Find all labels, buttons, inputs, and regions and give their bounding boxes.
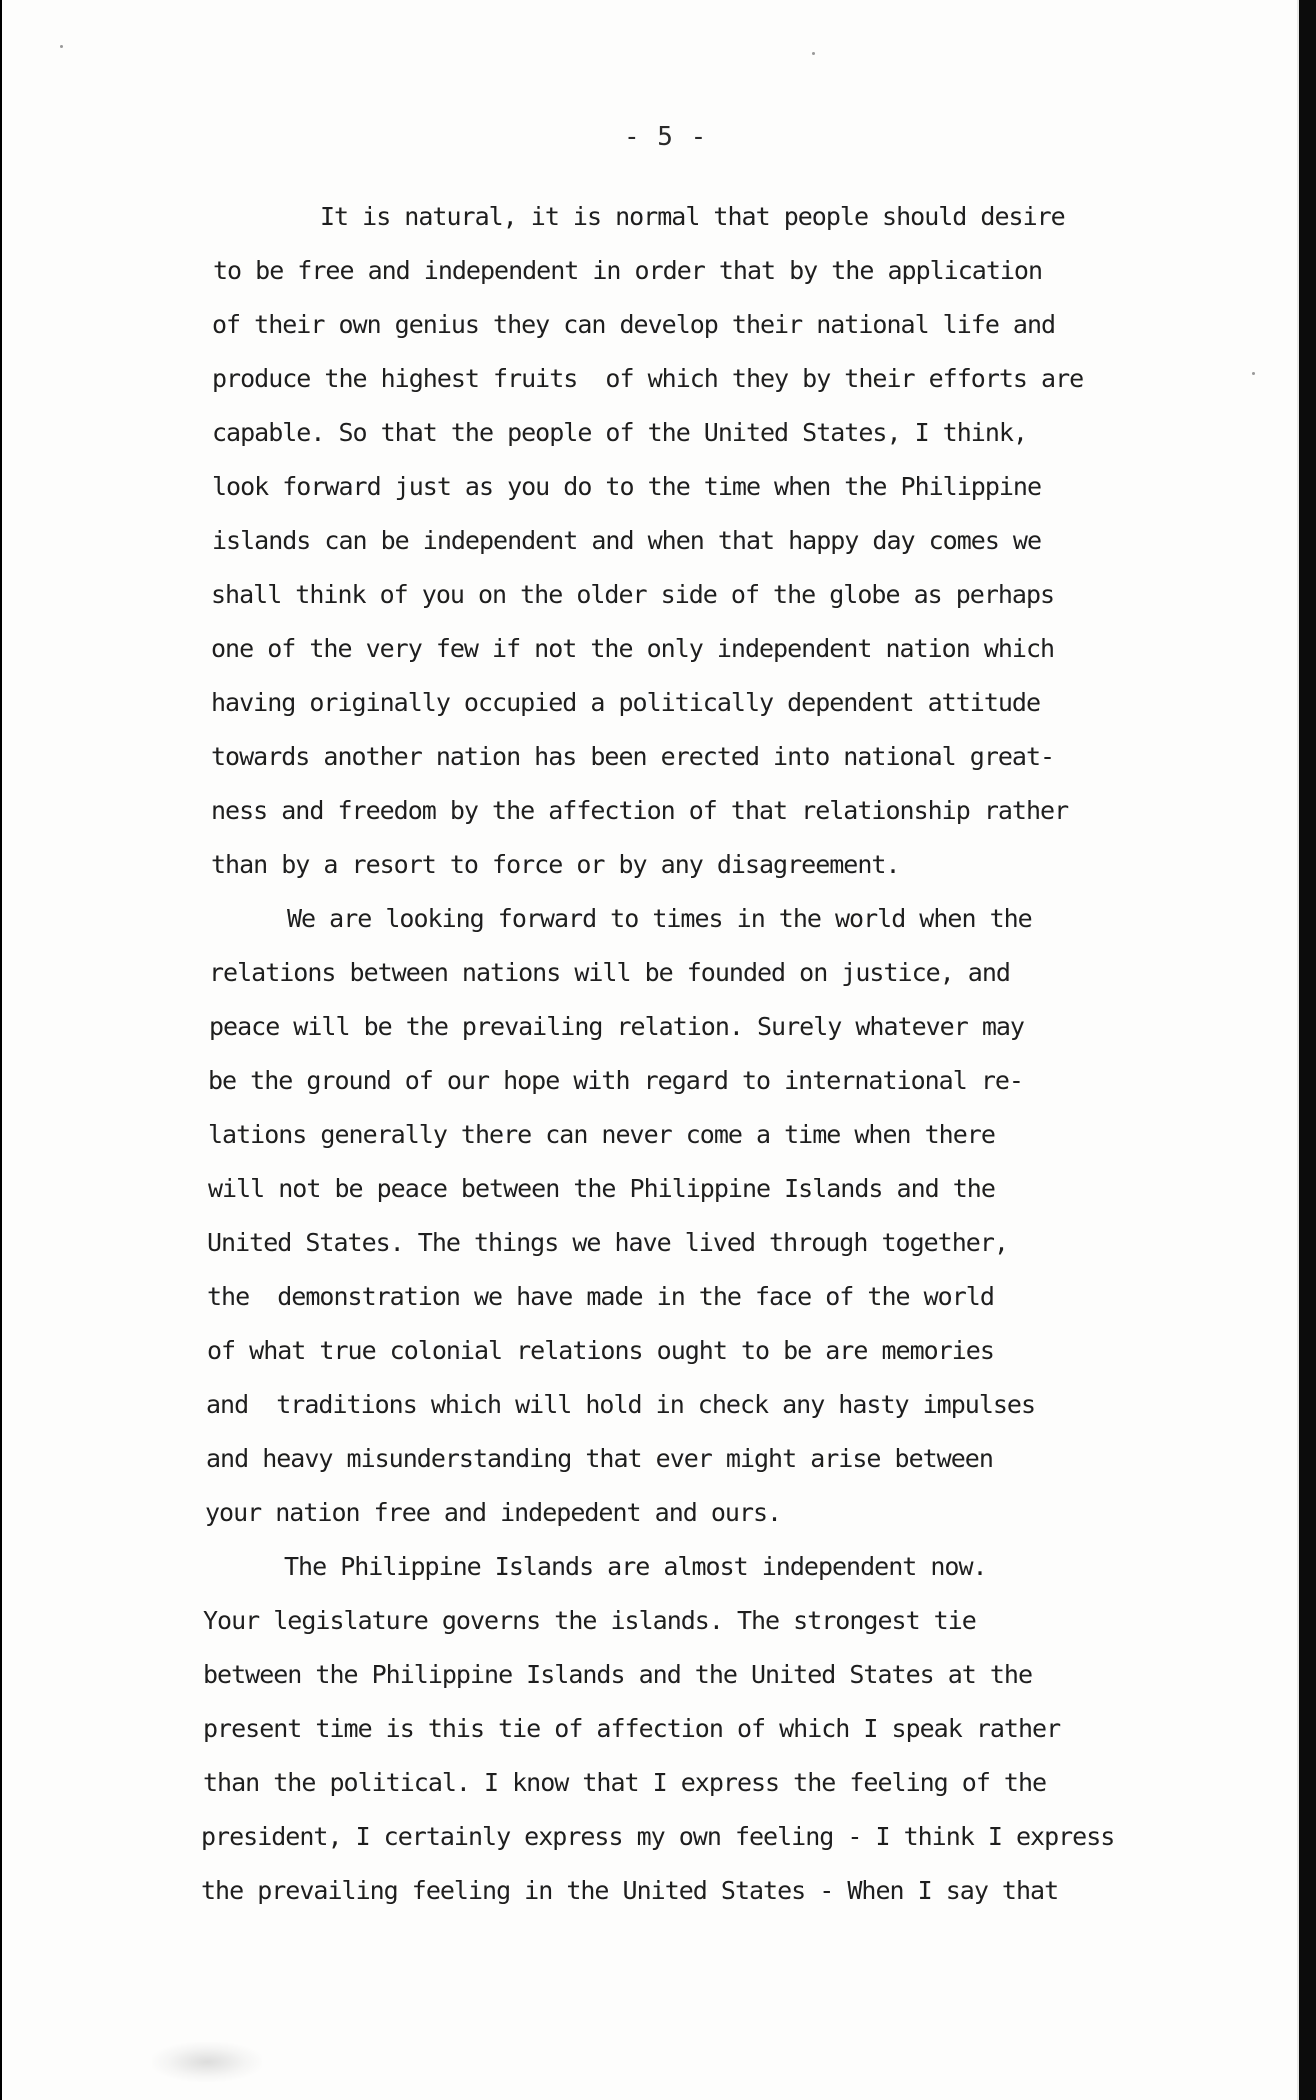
text-line: capable. So that the people of the United States, I think,	[212, 418, 1027, 447]
text-line: produce the highest fruits of which they by their efforts are	[212, 364, 1084, 393]
text-line: ness and freedom by the affection of that relationship rather	[211, 796, 1069, 825]
text-line: than the political. I know that I express the feeling of the	[203, 1768, 1047, 1797]
text-line: of what true colonial relations ought to be are memories	[207, 1336, 994, 1365]
text-line: peace will be the prevailing relation. Surely whatever may	[209, 1012, 1024, 1041]
text-line: look forward just as you do to the time when the Philippine	[212, 472, 1042, 501]
text-line: islands can be independent and when that happy day comes we	[212, 526, 1042, 555]
paper-speck	[1252, 372, 1255, 375]
text-line: and traditions which will hold in check any hasty impulses	[206, 1390, 1036, 1419]
paper-speck	[812, 52, 815, 55]
text-line: We are looking forward to times in the world when the	[287, 904, 1032, 933]
text-line: shall think of you on the older side of the globe as perhaps	[211, 580, 1055, 609]
document-page	[2, 0, 1299, 2100]
page-number: - 5 -	[624, 122, 708, 152]
paper-smudge	[152, 2042, 262, 2082]
text-line: be the ground of our hope with regard to international re-	[208, 1066, 1023, 1095]
text-line: your nation free and indepedent and ours.	[205, 1498, 782, 1527]
scan-border	[1299, 0, 1316, 2100]
text-line: having originally occupied a politically dependent attitude	[211, 688, 1041, 717]
text-line: the demonstration we have made in the face of the world	[207, 1282, 994, 1311]
text-line: United States. The things we have lived through together,	[207, 1228, 1008, 1257]
text-line: one of the very few if not the only independent nation which	[211, 634, 1055, 663]
text-line: than by a resort to force or by any disagreement.	[211, 850, 900, 879]
text-line: The Philippine Islands are almost independent now.	[284, 1552, 987, 1581]
text-line: lations generally there can never come a time when there	[208, 1120, 995, 1149]
text-line: to be free and independent in order that by the application	[213, 256, 1043, 285]
text-line: Your legislature governs the islands. The strongest tie	[203, 1606, 976, 1635]
text-line: It is natural, it is normal that people should desire	[320, 202, 1065, 231]
paper-speck	[60, 45, 63, 48]
text-line: president, I certainly express my own feeling - I think I express	[201, 1822, 1115, 1851]
text-line: of their own genius they can develop their national life and	[212, 310, 1056, 339]
text-line: between the Philippine Islands and the United States at the	[203, 1660, 1033, 1689]
text-line: will not be peace between the Philippine Islands and the	[208, 1174, 995, 1203]
text-line: present time is this tie of affection of which I speak rather	[203, 1714, 1061, 1743]
text-line: relations between nations will be founded on justice, and	[209, 958, 1010, 987]
text-line: towards another nation has been erected into national great-	[211, 742, 1055, 771]
text-line: the prevailing feeling in the United States - When I say that	[201, 1876, 1059, 1905]
text-line: and heavy misunderstanding that ever might arise between	[206, 1444, 993, 1473]
